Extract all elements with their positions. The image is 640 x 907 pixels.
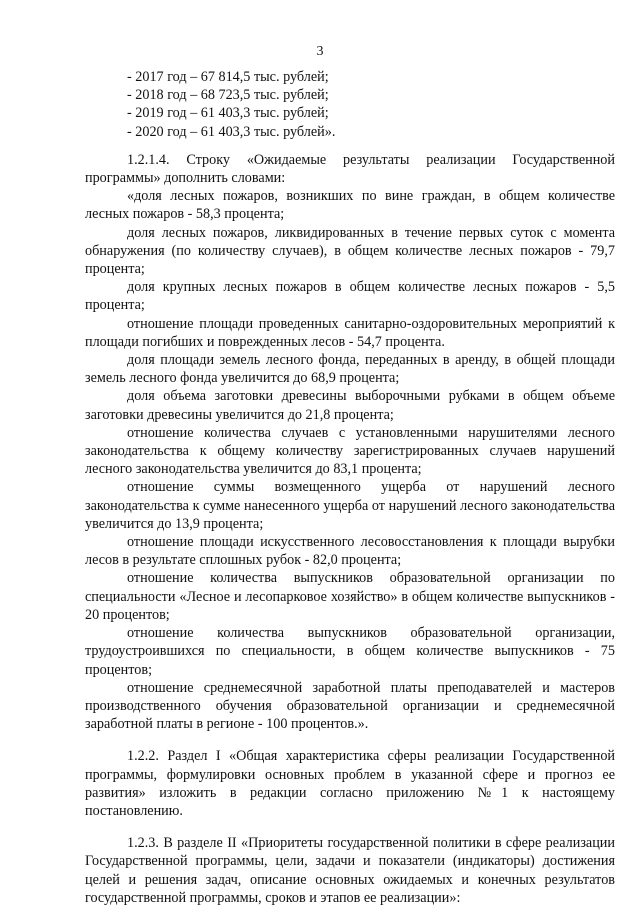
result-item-fires-first-day: доля лесных пожаров, ликвидированных в течение первых суток с момента обнаружения (по количеству случаев), в общем количестве лесных пожаров - 79,7 процента; xyxy=(85,224,615,278)
budget-line-2017: - 2017 год – 67 814,5 тыс. рублей; xyxy=(127,69,329,85)
budget-line-2018: - 2018 год – 68 723,5 тыс. рублей; xyxy=(127,87,329,104)
result-item-damage-compensated: отношение суммы возмещенного ущерба от нарушений лесного законодательства к сумме нанесенного ущерба от нарушений лесного законодательства увеличится до 13,9 процента; xyxy=(85,479,615,532)
section-1-2-2: 1.2.2. Раздел I «Общая характеристика сферы реализации Государственной программы, формулировки основных проблем в указанной сфере и прогноз ее развития» изложить в редакции согласно приложению №1 к настоящему постановлению. xyxy=(85,748,615,819)
result-item-teacher-salary: отношение среднемесячной заработной платы преподавателей и мастеров производственного обучения образовательной организации и среднемесячной заработной платы в регионе - 100 процентов.». xyxy=(85,679,615,733)
section-1-2-1-4-intro: 1.2.1.4. Строку «Ожидаемые результаты реализации Государственной программы» дополнить словами: xyxy=(85,151,615,187)
budget-line-2020: - 2020 год – 61 403,3 тыс. рублей». xyxy=(127,123,336,140)
result-item-large-fires: доля крупных лесных пожаров в общем количестве лесных пожаров - 5,5 процента; xyxy=(85,279,615,314)
section-1-2-3: 1.2.3. В разделе II «Приоритеты государственной политики в сфере реализации Государственной программы, цели, задачи и показатели (индикаторы) достижения целей и решения задач, описание основных ожидаемых и конечных результатов государственной программы, сроков и этапов ее реализации»: xyxy=(85,835,615,906)
result-item-violators-identified: отношение количества случаев с установленными нарушителями лесного законодательства к общему количеству зарегистрированных случаев нарушений лесного законодательства увеличится до 83,1 процента; xyxy=(85,424,615,478)
result-item-fires-by-citizens: «доля лесных пожаров, возникших по вине граждан, в общем количестве лесных пожаров - 58,3 процента; xyxy=(85,188,615,223)
result-item-selective-logging: доля объема заготовки древесины выборочными рубками в общем объеме заготовки древесины увеличится до 21,8 процента; xyxy=(85,388,615,423)
result-item-graduates-specialty: отношение количества выпускников образовательной организации по специальности «Лесное и лесопарковое хозяйство» в общем количестве выпускников - 20 процентов; xyxy=(85,570,615,623)
result-item-graduates-employed: отношение количества выпускников образовательной организации, трудоустроившихся по специальности, в общем количестве выпускников - 75 процентов; xyxy=(85,625,615,678)
document-body xyxy=(85,68,615,907)
result-item-sanitary-measures: отношение площади проведенных санитарно-оздоровительных мероприятий к площади погибших и поврежденных лесов - 54,7 процента. xyxy=(85,315,615,350)
budget-line-2019: - 2019 год – 61 403,3 тыс. рублей; xyxy=(127,105,329,122)
page-number: 3 xyxy=(316,44,324,59)
result-item-leased-land: доля площади земель лесного фонда, переданных в аренду, в общей площади земель лесного фонда увеличится до 68,9 процента; xyxy=(85,352,615,387)
result-item-reforestation: отношение площади искусственного лесовосстановления к площади вырубки лесов в результате сплошных рубок - 82,0 процента; xyxy=(85,534,615,569)
